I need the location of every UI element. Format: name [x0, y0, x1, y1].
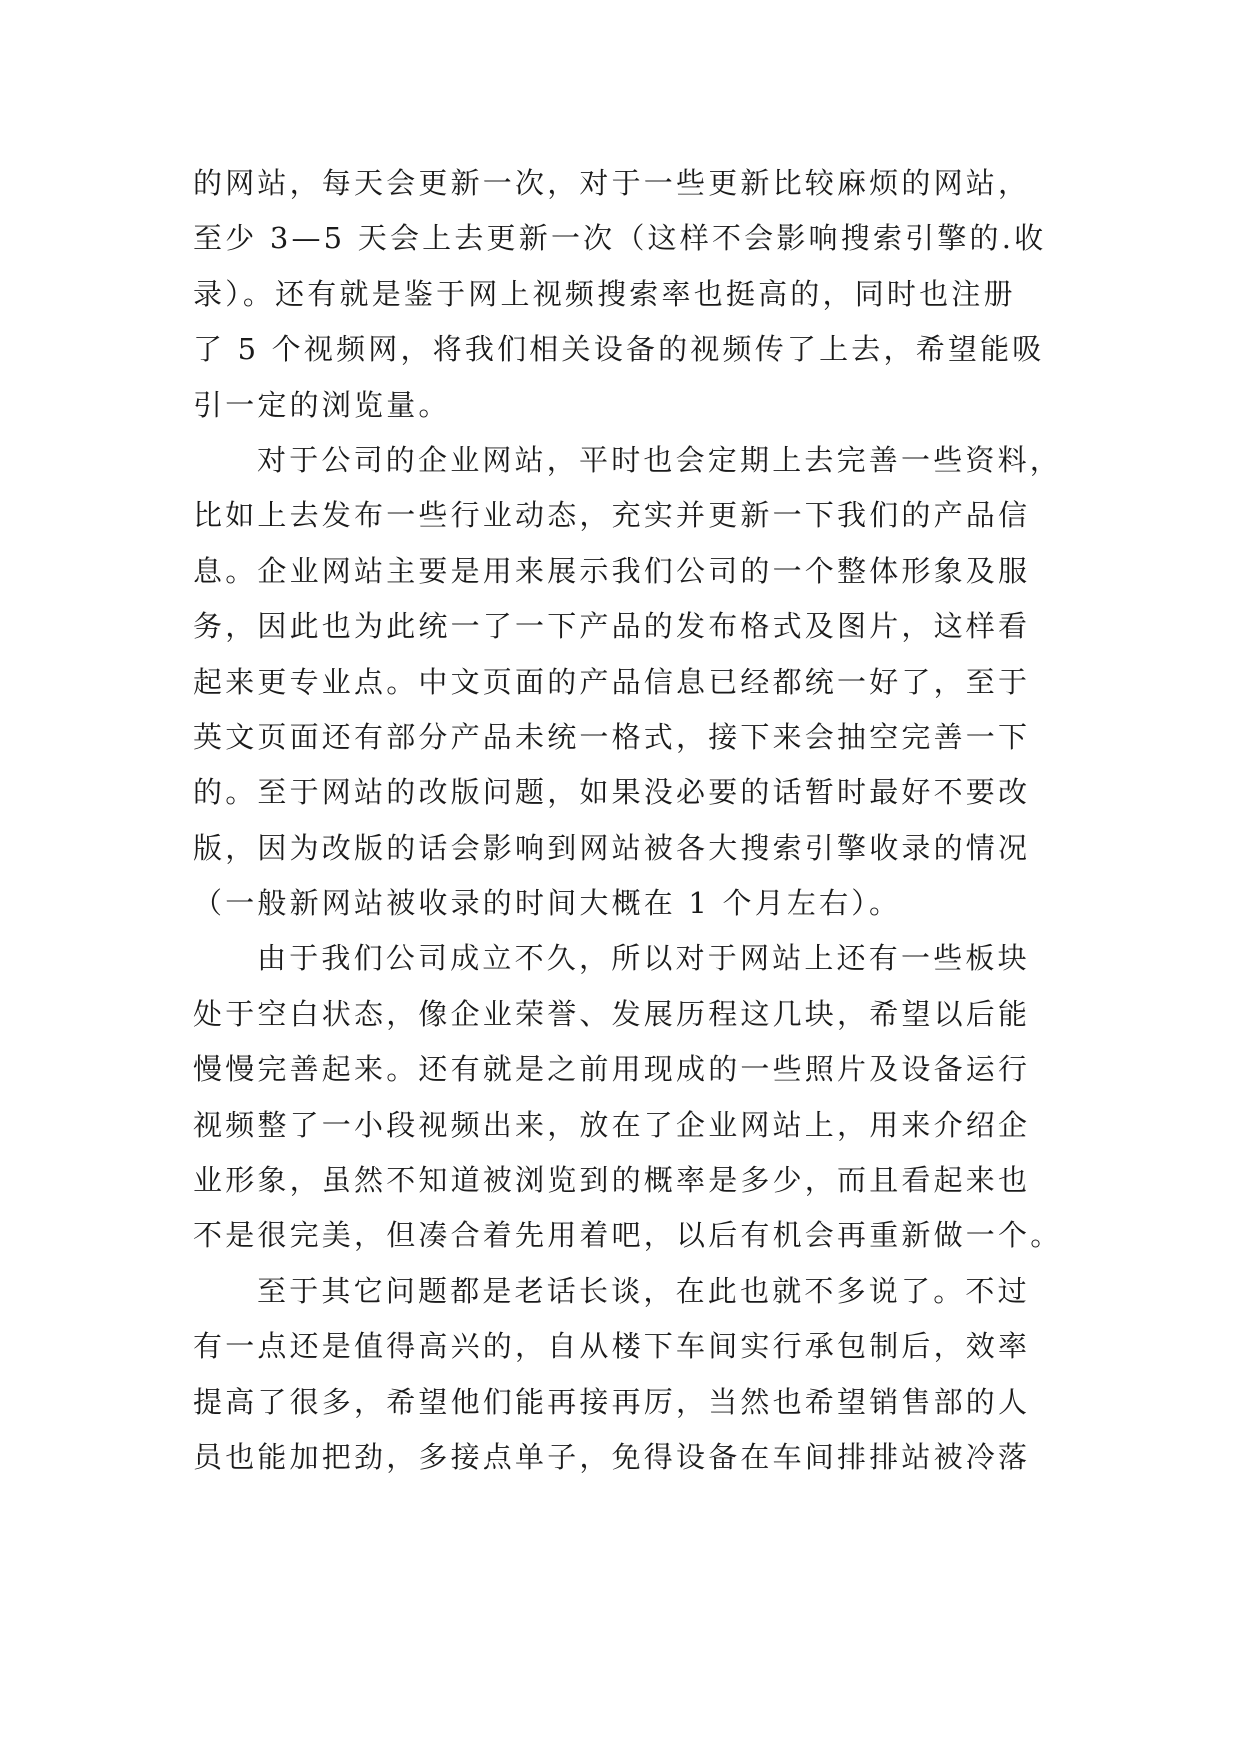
text-line: 员也能加把劲，多接点单子，免得设备在车间排排站被冷落: [193, 1439, 1031, 1474]
text-line: 视频整了一小段视频出来，放在了企业网站上，用来介绍企: [193, 1107, 1031, 1142]
paragraph-start-line: 由于我们公司成立不久，所以对于网站上还有一些板块: [257, 941, 1030, 976]
text-line: 的网站，每天会更新一次，对于一些更新比较麻烦的网站，: [193, 166, 1031, 200]
text-line: （一般新网站被收录的时间大概在 1 个月左右）。: [193, 886, 902, 921]
text-line: 起来更专业点。中文页面的产品信息已经都统一好了，至于: [193, 664, 1031, 699]
text-line: 比如上去发布一些行业动态，充实并更新一下我们的产品信: [193, 498, 1031, 533]
text-line: 引一定的浏览量。: [193, 387, 451, 422]
text-line: 不是很完美，但凑合着先用着吧，以后有机会再重新做一个。: [193, 1218, 1063, 1253]
text-line: 有一点还是值得高兴的，自从楼下车间实行承包制后，效率: [193, 1329, 1031, 1364]
paragraph-start-line: 对于公司的企业网站，平时也会定期上去完善一些资料，: [257, 442, 1063, 477]
text-line: 至少 3—5 天会上去更新一次（这样不会影响搜索引擎的.收: [193, 221, 1047, 256]
text-line: 提高了很多，希望他们能再接再厉，当然也希望销售部的人: [193, 1384, 1031, 1419]
text-line: 版，因为改版的话会影响到网站被各大搜索引擎收录的情况: [193, 830, 1031, 865]
text-line: 业形象，虽然不知道被浏览到的概率是多少，而且看起来也: [193, 1163, 1031, 1198]
text-line: 处于空白状态，像企业荣誉、发展历程这几块，希望以后能: [193, 996, 1031, 1031]
text-line: 录）。还有就是鉴于网上视频搜索率也挺高的，同时也注册: [193, 276, 1016, 311]
paragraph-start-line: 至于其它问题都是老话长谈，在此也就不多说了。不过: [257, 1273, 1030, 1308]
text-line: 务，因此也为此统一了一下产品的发布格式及图片，这样看: [193, 609, 1031, 644]
body-text: [193, 156, 1063, 1485]
text-line: 息。企业网站主要是用来展示我们公司的一个整体形象及服: [193, 553, 1031, 588]
text-line: 英文页面还有部分产品未统一格式，接下来会抽空完善一下: [193, 719, 1031, 754]
text-line: 慢慢完善起来。还有就是之前用现成的一些照片及设备运行: [193, 1052, 1031, 1087]
text-line: 了 5 个视频网，将我们相关设备的视频传了上去，希望能吸: [193, 332, 1045, 367]
text-line: 的。至于网站的改版问题，如果没必要的话暂时最好不要改: [193, 775, 1031, 810]
